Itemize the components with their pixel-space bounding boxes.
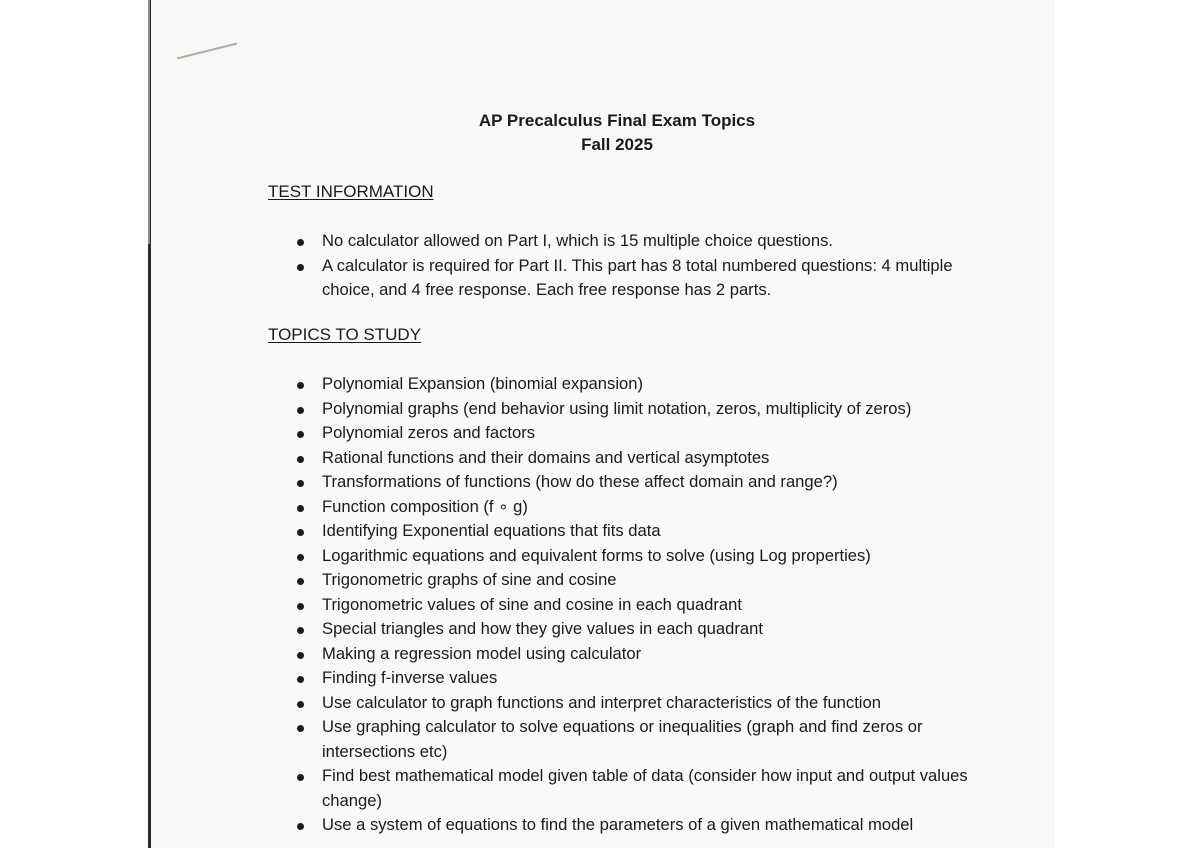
test-information-heading: TEST INFORMATION <box>268 182 434 201</box>
paper-edge-shadow <box>148 0 150 244</box>
list-item: Transformations of functions (how do these affect domain and range?) <box>296 470 976 495</box>
list-item: Use a system of equations to find the parameters of a given mathematical model <box>296 813 976 838</box>
topics-heading: TOPICS TO STUDY <box>268 325 422 344</box>
list-item: Trigonometric values of sine and cosine in each quadrant <box>296 593 976 618</box>
scan-margin-right <box>1055 0 1200 848</box>
list-item: Finding f-inverse values <box>296 666 976 691</box>
list-item: Function composition (f ∘ g) <box>296 495 976 520</box>
list-item: Find best mathematical model given table of data (consider how input and output values change) <box>296 764 976 813</box>
list-item: Logarithmic equations and equivalent forms to solve (using Log properties) <box>296 544 976 569</box>
list-item: Polynomial Expansion (binomial expansion) <box>296 372 976 397</box>
topics-list <box>296 372 976 838</box>
list-item: Use calculator to graph functions and interpret characteristics of the function <box>296 691 976 716</box>
list-item: Identifying Exponential equations that fits data <box>296 519 976 544</box>
list-item: A calculator is required for Part II. This part has 8 total numbered questions: 4 multiple choice, and 4 free response. Each free response has 2 parts. <box>296 254 956 303</box>
list-item: No calculator allowed on Part I, which is 15 multiple choice questions. <box>296 229 956 254</box>
list-item: Polynomial zeros and factors <box>296 421 976 446</box>
list-item: Rational functions and their domains and vertical asymptotes <box>296 446 976 471</box>
document-subtitle: Fall 2025 <box>581 135 653 154</box>
list-item: Making a regression model using calculator <box>296 642 976 667</box>
document-title: AP Precalculus Final Exam Topics <box>478 111 756 130</box>
document-header <box>420 109 814 157</box>
list-item: Trigonometric graphs of sine and cosine <box>296 568 976 593</box>
scan-margin-left <box>0 0 150 848</box>
test-information-list <box>296 229 956 303</box>
list-item: Use graphing calculator to solve equations or inequalities (graph and find zeros or intersections etc) <box>296 715 976 764</box>
list-item: Special triangles and how they give values in each quadrant <box>296 617 976 642</box>
list-item: Polynomial graphs (end behavior using limit notation, zeros, multiplicity of zeros) <box>296 397 976 422</box>
